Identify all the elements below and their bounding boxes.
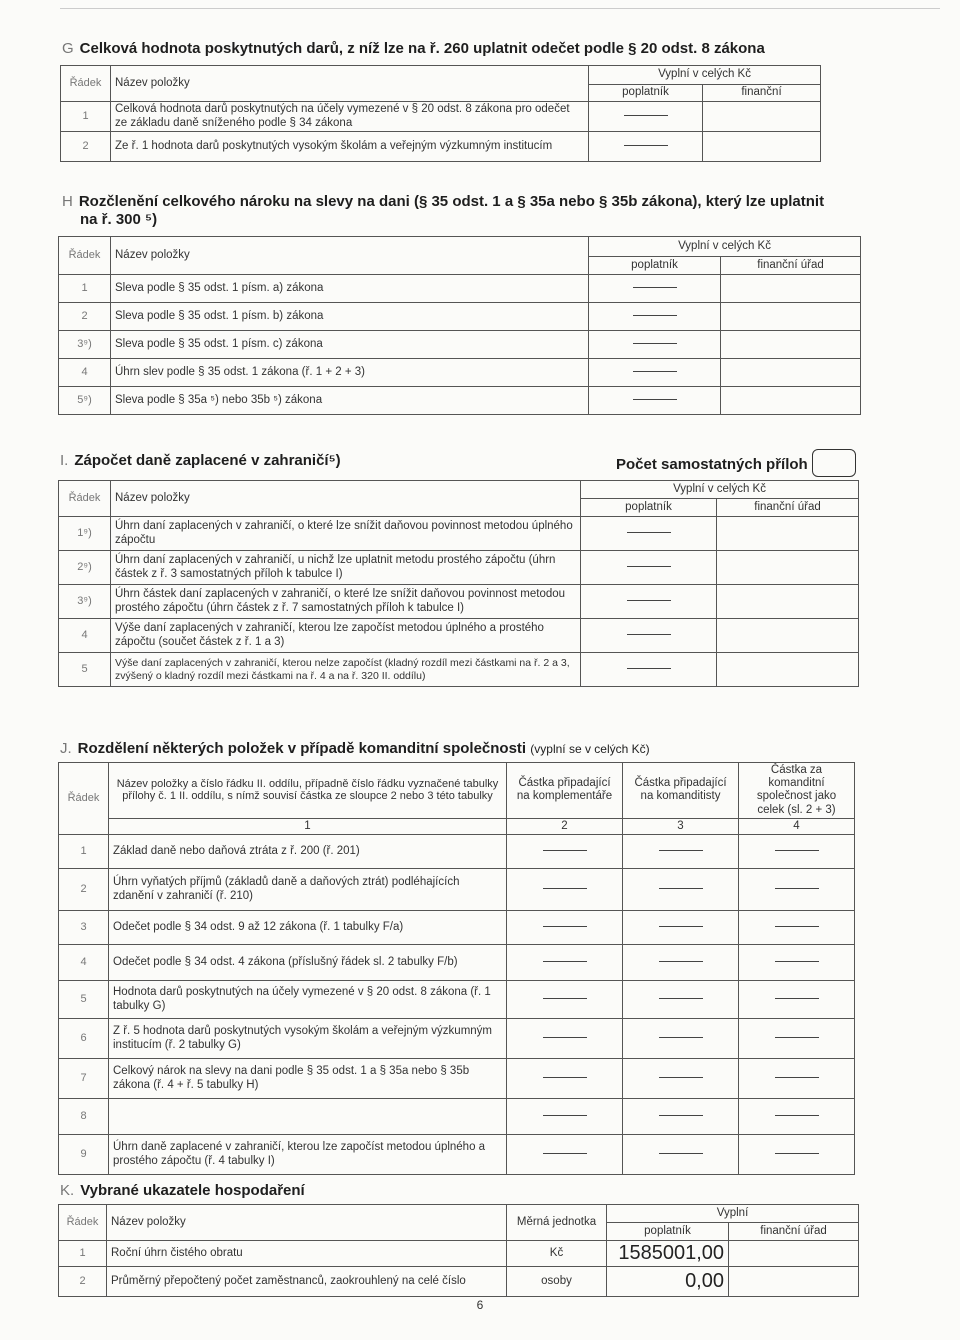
table-row: 2⁹) Úhrn daní zaplacených v zahraničí, u nichž lze uplatnit metodu prostého zápočtu (úhrn částek z ř. 3 samostatných příloh k tabulce I) — [59, 551, 859, 585]
office-field — [729, 1241, 859, 1267]
col3-field[interactable] — [623, 869, 739, 911]
office-field — [717, 585, 859, 619]
table-row: 2 Průměrný přepočtený počet zaměstnanců, zaokrouhlený na celé číslo osoby 0,00 — [59, 1267, 859, 1297]
table-row: 2 Ze ř. 1 hodnota darů poskytnutých vysokým školám a veřejným výzkumným institucím — [61, 132, 821, 162]
col4-field[interactable] — [739, 911, 855, 945]
header-item-name: Název položky a číslo řádku II. oddílu, případně číslo řádku vyznačené tabulky přílohy č. 1 II. oddílu, s nímž souvisí částka ze sloupce 2 nebo 3 této tabulky — [109, 763, 507, 819]
table-row: 5⁹) Sleva podle § 35a ⁵) nebo 35b ⁵) zákona — [59, 387, 861, 415]
table-row: 9 Úhrn daně zaplacené v zahraničí, kterou lze započíst metodou úplného a prostého zápočtu (ř. 4 tabulky I) — [59, 1135, 855, 1175]
header-row-number: Řádek — [61, 66, 111, 102]
header-office: finanční úřad — [729, 1223, 859, 1241]
col3-field[interactable] — [623, 981, 739, 1019]
table-i — [58, 480, 859, 687]
office-field — [703, 132, 821, 162]
page-number: 6 — [476, 1298, 484, 1312]
col2-field[interactable] — [507, 1099, 623, 1135]
section-h-title: H Rozčlenění celkového nároku na slevy na dani (§ 35 odst. 1 a § 35a nebo § 35b zákona), který lze uplatnit — [62, 193, 825, 210]
header-payer: poplatník — [607, 1223, 729, 1241]
payer-field[interactable] — [589, 359, 721, 387]
table-row: 1 Sleva podle § 35 odst. 1 písm. a) zákona — [59, 275, 861, 303]
header-fill-in: Vyplní v celých Kč — [589, 237, 861, 257]
header-item-name: Název položky — [107, 1205, 507, 1241]
attachments-count-label: Počet samostatných příloh — [616, 456, 808, 473]
table-row: 2 Sleva podle § 35 odst. 1 písm. b) zákona — [59, 303, 861, 331]
payer-field[interactable] — [589, 102, 703, 132]
office-field — [729, 1267, 859, 1297]
header-row-number: Řádek — [59, 237, 111, 275]
col4-field[interactable] — [739, 869, 855, 911]
col4-field[interactable] — [739, 1059, 855, 1099]
office-field — [717, 619, 859, 653]
table-g — [60, 65, 821, 162]
office-field — [721, 331, 861, 359]
office-field — [721, 359, 861, 387]
header-payer: poplatník — [581, 499, 717, 517]
header-col-2: Částka připadající na komplementáře — [507, 763, 623, 819]
col2-field[interactable] — [507, 835, 623, 869]
payer-field[interactable] — [581, 551, 717, 585]
table-row: 3 Odečet podle § 34 odst. 9 až 12 zákona (ř. 1 tabulky F/a) — [59, 911, 855, 945]
table-row: 5 Výše daní zaplacených v zahraničí, kterou nelze započíst (kladný rozdíl mezi částkami na ř. 2 a 3, zvýšený o kladný rozdíl mezi částkami na ř. 4 a na ř. 320 II. oddílu) — [59, 653, 859, 687]
header-item-name: Název položky — [111, 481, 581, 517]
header-office: finanční — [703, 85, 821, 102]
col3-field[interactable] — [623, 1135, 739, 1175]
col4-field[interactable] — [739, 981, 855, 1019]
payer-field[interactable] — [581, 619, 717, 653]
header-payer: poplatník — [589, 85, 703, 102]
col2-field[interactable] — [507, 911, 623, 945]
unit-cell: Kč — [507, 1241, 607, 1267]
header-row-number: Řádek — [59, 481, 111, 517]
col2-field[interactable] — [507, 981, 623, 1019]
col-number-2: 2 — [507, 818, 623, 834]
office-field — [703, 102, 821, 132]
section-h-title-line2: na ř. 300 ⁵) — [80, 211, 158, 228]
col4-field[interactable] — [739, 1019, 855, 1059]
table-row: 1 Základ daně nebo daňová ztráta z ř. 200 (ř. 201) — [59, 835, 855, 869]
table-row: 1 Roční úhrn čistého obratu Kč 1585001,00 — [59, 1241, 859, 1267]
payer-field[interactable]: 1585001,00 — [607, 1241, 729, 1267]
header-col-3: Částka připadající na komanditisty — [623, 763, 739, 819]
header-row-number: Řádek — [59, 1205, 107, 1241]
col2-field[interactable] — [507, 1059, 623, 1099]
table-row: 2 Úhrn vyňatých příjmů (základů daně a daňových ztrát) podléhajících zdanění v zahraničí (ř. 210) — [59, 869, 855, 911]
header-col-4: Částka za komanditní společnost jako celek (sl. 2 + 3) — [739, 763, 855, 819]
header-row-number: Řádek — [59, 763, 109, 835]
header-item-name: Název položky — [111, 237, 589, 275]
office-field — [721, 387, 861, 415]
office-field — [717, 653, 859, 687]
scan-edge-line — [60, 8, 940, 9]
header-payer: poplatník — [589, 257, 721, 275]
table-row: 3⁹) Úhrn částek daní zaplacených v zahraničí, o které lze snížit daňovou povinnost metodou prostého zápočtu (úhrn částek z ř. 7 samostatných příloh k tabulce I) — [59, 585, 859, 619]
col3-field[interactable] — [623, 1059, 739, 1099]
section-j-title: J. Rozdělení některých položek v případě komanditní společnosti (vyplní se v celých Kč) — [60, 740, 650, 757]
attachments-count-field[interactable] — [812, 449, 856, 477]
table-row: 4 Úhrn slev podle § 35 odst. 1 zákona (ř. 1 + 2 + 3) — [59, 359, 861, 387]
col3-field[interactable] — [623, 945, 739, 981]
col2-field[interactable] — [507, 869, 623, 911]
header-fill-in: Vyplní v celých Kč — [581, 481, 859, 499]
col4-field[interactable] — [739, 945, 855, 981]
header-item-name: Název položky — [111, 66, 589, 102]
col4-field[interactable] — [739, 1135, 855, 1175]
col-number-4: 4 — [739, 818, 855, 834]
unit-cell: osoby — [507, 1267, 607, 1297]
table-row: 8 — [59, 1099, 855, 1135]
table-k — [58, 1204, 859, 1297]
header-unit: Měrná jednotka — [507, 1205, 607, 1241]
section-i-title: I. Zápočet daně zaplacené v zahraničí⁵) — [60, 452, 341, 469]
table-row: 7 Celkový nárok na slevy na dani podle § 35 odst. 1 a § 35a nebo § 35b zákona (ř. 4 + ř. 5 tabulky H) — [59, 1059, 855, 1099]
table-row: 4 Výše daní zaplacených v zahraničí, kterou lze započíst metodou úplného a prostého zápočtu (součet částek z ř. 1 a 3) — [59, 619, 859, 653]
office-field — [717, 551, 859, 585]
office-field — [721, 275, 861, 303]
table-row: 1⁹) Úhrn daní zaplacených v zahraničí, o které lze snížit daňovou povinnost metodou úplného zápočtu — [59, 517, 859, 551]
col-number-1: 1 — [109, 818, 507, 834]
col2-field[interactable] — [507, 1135, 623, 1175]
col4-field[interactable] — [739, 1099, 855, 1135]
header-office: finanční úřad — [721, 257, 861, 275]
header-office: finanční úřad — [717, 499, 859, 517]
payer-field[interactable] — [581, 653, 717, 687]
table-h — [58, 236, 861, 415]
table-row: 6 Z ř. 5 hodnota darů poskytnutých vysokým školám a veřejným výzkumným institucím (ř. 2 tabulky G) — [59, 1019, 855, 1059]
header-fill-in: Vyplní v celých Kč — [589, 66, 821, 85]
payer-field[interactable] — [589, 387, 721, 415]
table-row: 3⁹) Sleva podle § 35 odst. 1 písm. c) zákona — [59, 331, 861, 359]
section-k-title: K. Vybrané ukazatele hospodaření — [60, 1182, 305, 1199]
header-fill-in: Vyplní — [607, 1205, 859, 1223]
payer-field[interactable] — [589, 331, 721, 359]
payer-field[interactable] — [581, 517, 717, 551]
col4-field[interactable] — [739, 835, 855, 869]
office-field — [721, 303, 861, 331]
col2-field[interactable] — [507, 1019, 623, 1059]
payer-field[interactable] — [589, 275, 721, 303]
payer-field[interactable] — [589, 303, 721, 331]
payer-field[interactable] — [581, 585, 717, 619]
table-row: 1 Celková hodnota darů poskytnutých na účely vymezené v § 20 odst. 8 zákona pro odečet ze základu daně sníženého podle § 34 zákona — [61, 102, 821, 132]
col2-field[interactable] — [507, 945, 623, 981]
section-g-title: G Celková hodnota poskytnutých darů, z níž lze na ř. 260 uplatnit odečet podle § 20 odst. 8 zákona — [62, 40, 765, 57]
col3-field[interactable] — [623, 911, 739, 945]
col3-field[interactable] — [623, 1099, 739, 1135]
table-row: 4 Odečet podle § 34 odst. 4 zákona (příslušný řádek sl. 2 tabulky F/b) — [59, 945, 855, 981]
table-row: 5 Hodnota darů poskytnutých na účely vymezené v § 20 odst. 8 zákona (ř. 1 tabulky G) — [59, 981, 855, 1019]
payer-field[interactable]: 0,00 — [607, 1267, 729, 1297]
col3-field[interactable] — [623, 835, 739, 869]
office-field — [717, 517, 859, 551]
table-j — [58, 762, 855, 1175]
payer-field[interactable] — [589, 132, 703, 162]
col-number-3: 3 — [623, 818, 739, 834]
col3-field[interactable] — [623, 1019, 739, 1059]
